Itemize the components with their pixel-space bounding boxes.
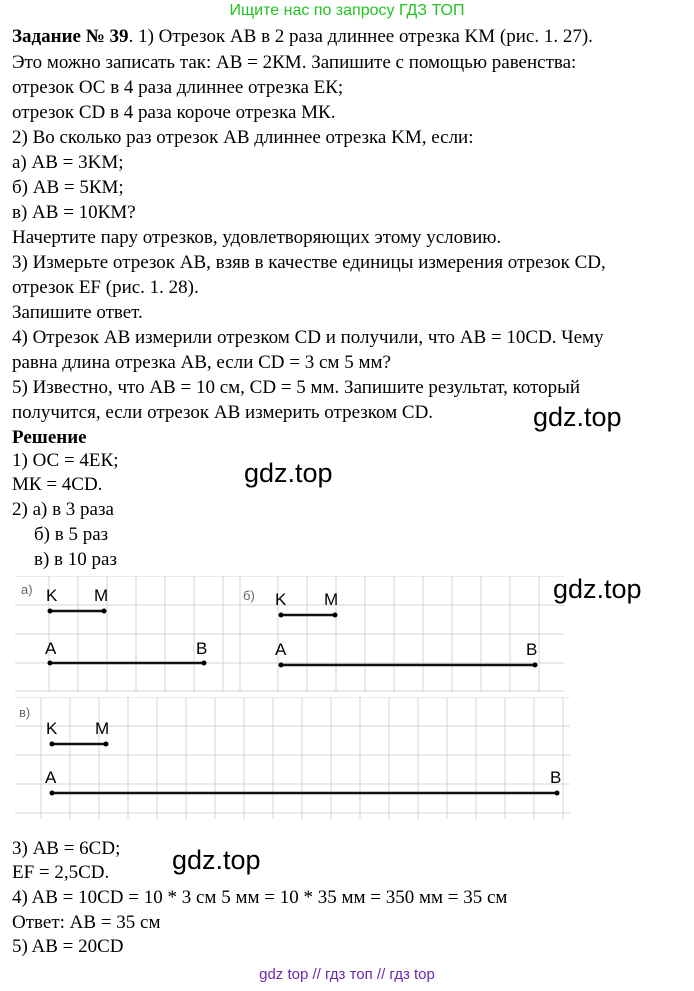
task-line: а) AB = 3KM;	[12, 152, 124, 173]
task-line: 2) Во сколько раз отрезок АВ длиннее отрезка KM, если:	[12, 127, 474, 148]
point-b-label: B	[550, 768, 562, 787]
point-k	[279, 613, 284, 618]
solution-line: МК = 4CD.	[12, 474, 103, 495]
solution-line: б) в 5 раз	[34, 524, 109, 545]
watermark: gdz.top	[172, 845, 261, 875]
point-k-label: K	[46, 719, 58, 738]
figure-a	[15, 576, 241, 692]
task-line: б) АВ = 5КМ;	[12, 177, 124, 198]
point-k-label: K	[275, 590, 287, 609]
task-line: равна длина отрезка АВ, если CD = 3 см 5 мм?	[12, 352, 391, 373]
point-a	[279, 663, 284, 668]
point-a-label: A	[45, 639, 57, 658]
watermark: gdz.top	[533, 402, 622, 432]
solution-line: в) в 10 раз	[34, 549, 117, 570]
grid	[239, 576, 564, 692]
task-line: Это можно записать так: АВ = 2КМ. Запишите с помощью равенства:	[12, 52, 577, 73]
solution-line: 3) АВ = 6CD;	[12, 838, 121, 859]
task-line-1	[12, 26, 593, 48]
solution-line: EF = 2,5CD.	[12, 862, 110, 883]
point-b-label: B	[526, 640, 538, 659]
point-m-label: M	[324, 590, 339, 609]
figure-b	[239, 576, 564, 692]
figure-label: а)	[21, 582, 33, 597]
solution-line: Ответ: AB = 35 см	[12, 912, 161, 933]
task-line: 3) Измерьте отрезок АВ, взяв в качестве единицы измерения отрезок CD,	[12, 252, 606, 273]
solution-line: 4) AB = 10CD = 10 * 3 см 5 мм = 10 * 35 мм = 350 мм = 35 см	[12, 887, 508, 908]
point-m	[102, 609, 107, 614]
point-m	[104, 742, 109, 747]
point-k	[50, 742, 55, 747]
point-b	[533, 663, 538, 668]
figure-c	[15, 697, 570, 819]
task-line: 5) Известно, что АВ = 10 см, CD = 5 мм. Запишите результат, который	[12, 377, 581, 398]
point-k	[48, 609, 53, 614]
point-b	[555, 791, 560, 796]
point-a-label: A	[275, 640, 287, 659]
task-line: отрезок EF (рис. 1. 28).	[12, 277, 199, 298]
task-line: получится, если отрезок АВ измерить отрезком CD.	[12, 402, 434, 423]
task-line: в) АВ = 10КМ?	[12, 202, 136, 223]
solution-line: 2) а) в 3 раза	[12, 499, 114, 520]
task-line: Начертите пару отрезков, удовлетворяющих этому условию.	[12, 227, 502, 248]
solution-heading: Решение	[12, 427, 87, 448]
footer-links: gdz top // гдз топ // гдз top	[259, 966, 435, 983]
solution-line: 1) ОС = 4ЕК;	[12, 450, 119, 471]
point-b-label: B	[196, 639, 208, 658]
task-text: . 1) Отрезок АВ в 2 раза длиннее отрезка KM (рис. 1. 27).	[128, 26, 593, 47]
point-m-label: M	[94, 586, 109, 605]
point-a	[48, 661, 53, 666]
watermark: gdz.top	[244, 458, 333, 488]
task-line: отрезок CD в 4 раза короче отрезка МК.	[12, 102, 336, 123]
point-b	[202, 661, 207, 666]
solution-line: 5) AB = 20CD	[12, 936, 124, 957]
task-title: Задание № 39	[12, 26, 129, 47]
figure-label: в)	[19, 705, 31, 720]
grid	[15, 697, 570, 819]
point-a-label: A	[45, 768, 57, 787]
task-line: 4) Отрезок АВ измерили отрезком CD и получили, что АВ = 10CD. Чему	[12, 327, 604, 348]
point-m-label: M	[95, 719, 110, 738]
watermark: gdz.top	[553, 574, 642, 604]
task-line: Запишите ответ.	[12, 302, 143, 323]
point-a	[50, 791, 55, 796]
task-line: отрезок ОС в 4 раза длиннее отрезка ЕК;	[12, 77, 344, 98]
point-k-label: K	[46, 586, 58, 605]
top-banner: Ищите нас по запросу ГДЗ ТОП	[229, 2, 465, 19]
figure-label: б)	[243, 588, 255, 603]
point-m	[333, 613, 338, 618]
